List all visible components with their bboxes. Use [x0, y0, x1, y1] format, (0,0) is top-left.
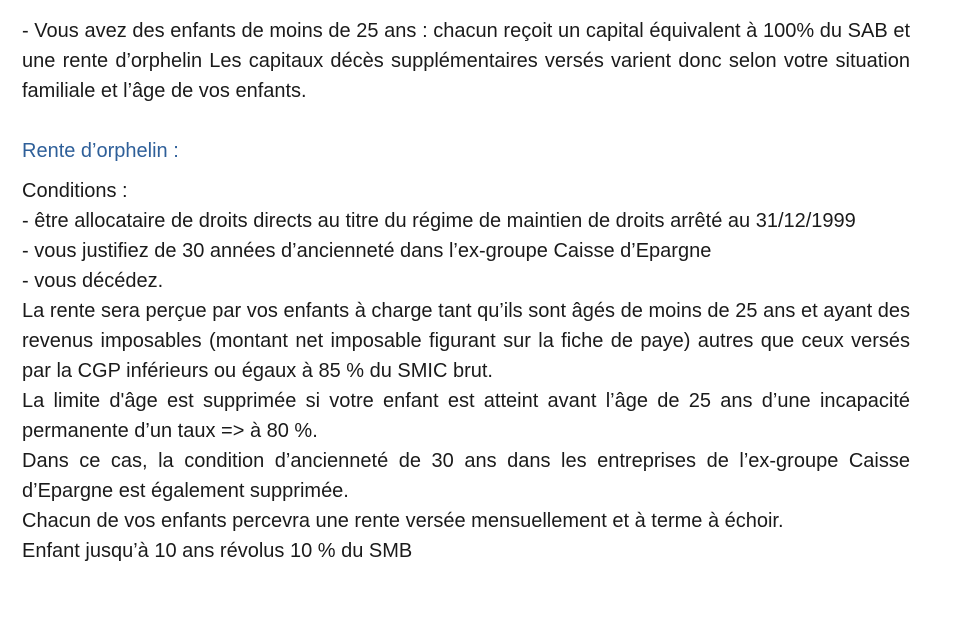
condition-item: - vous décédez.	[22, 270, 164, 292]
condition-item: - vous justifiez de 30 années d’ancienneté dans l’ex-groupe Caisse d’Epargne	[22, 240, 712, 262]
intro-paragraph: - Vous avez des enfants de moins de 25 ans : chacun reçoit un capital équivalent à 100% du SAB et une rente d’orphelin Les capitaux décès supplémentaires versés varient donc selon votre situation familiale et l’âge de vos enfants.	[22, 20, 910, 102]
spacer	[22, 166, 910, 176]
document-body	[22, 16, 910, 566]
section-heading: Rente d’orphelin :	[22, 140, 179, 162]
body-paragraph: La limite d'âge est supprimée si votre enfant est atteint avant l’âge de 25 ans d’une incapacité permanente d’un taux => à 80 %.	[22, 390, 910, 442]
conditions-label: Conditions :	[22, 180, 128, 202]
body-paragraph: La rente sera perçue par vos enfants à charge tant qu’ils sont âgés de moins de 25 ans et ayant des revenus imposables (montant net imposable figurant sur la fiche de paye) autres que ceux versés par la CGP inférieurs ou égaux à 85 % du SMIC brut.	[22, 300, 910, 382]
body-paragraph: Enfant jusqu’à 10 ans révolus 10 % du SMB	[22, 540, 413, 562]
spacer	[22, 106, 910, 136]
body-paragraph: Dans ce cas, la condition d’ancienneté de 30 ans dans les entreprises de l’ex-groupe Caisse d’Epargne est également supprimée.	[22, 450, 910, 502]
condition-item: - être allocataire de droits directs au titre du régime de maintien de droits arrêté au 31/12/1999	[22, 210, 856, 232]
body-paragraph: Chacun de vos enfants percevra une rente versée mensuellement et à terme à échoir.	[22, 510, 784, 532]
